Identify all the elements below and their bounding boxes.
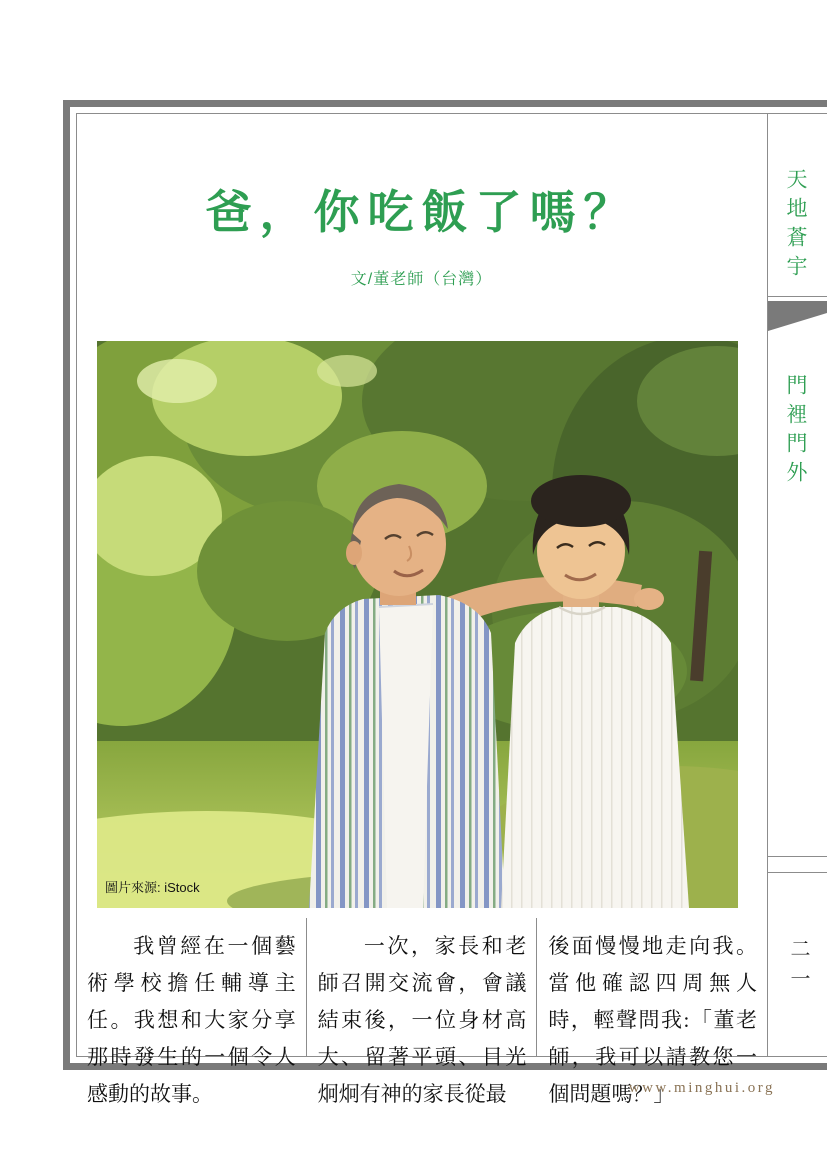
outer-frame-left [63,100,70,1070]
sidebar-column-label: 門裡門外 [784,374,807,490]
sidebar-rule-top [768,296,827,297]
article-byline: 文/董老師（台灣） [350,271,493,288]
article-photo [97,341,738,908]
sidebar-magazine-title: 天地蒼宇 [784,168,807,284]
inner-frame-top [76,113,827,114]
sidebar-rule-middle-2 [768,872,827,873]
sidebar-divider-line [767,113,768,1057]
footer-website-url: www.minghui.org [628,1080,775,1096]
inner-frame-left [76,113,77,1057]
article-title: 爸，你吃飯了嗎？ [205,185,638,239]
outer-frame-top [63,100,827,107]
page-number: 二一 [787,938,809,998]
article-column-2: 一次，家長和老師召開交流會，會議結束後，一位身材高大、留著平頭、目光炯炯有神的家長從最 [306,918,537,1056]
photo-credit-caption: 圖片來源: iStock [105,880,200,895]
sidebar-rule-middle-1 [768,856,827,857]
section-marker-wedge [768,301,827,331]
photo-father-and-son [97,341,738,908]
article-column-3: 後面慢慢地走向我。當他確認四周無人時，輕聲問我:「董老師，我可以請教您一個問題嗎？」 [536,918,767,1056]
article-column-1: 我曾經在一個藝術學校擔任輔導主任。我想和大家分享那時發生的一個令人感動的故事。 [87,934,296,1106]
